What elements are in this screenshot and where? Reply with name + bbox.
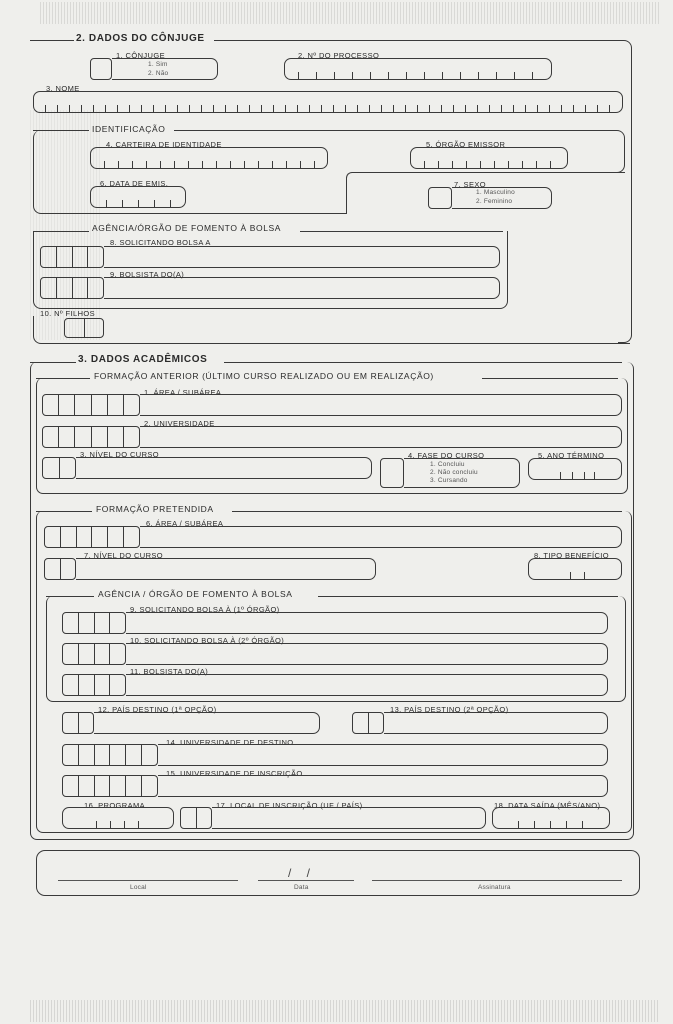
- sexo-field[interactable]: [428, 187, 452, 209]
- pais1-label: 12. PAÍS DESTINO (1ª OPÇÃO): [98, 705, 217, 714]
- data-emis-ticks: [90, 194, 186, 208]
- programa-ticks: [96, 815, 140, 829]
- section-academicos-title: 3. DADOS ACADÊMICOS: [78, 354, 208, 365]
- univ-destino-code[interactable]: [62, 744, 158, 766]
- tipo-beneficio-ticks: [570, 566, 584, 580]
- conjuge-label: 1. CÔNJUGE: [116, 51, 166, 60]
- ano-termino-label: 5. ANO TÉRMINO: [538, 451, 605, 460]
- local-caption: Local: [130, 884, 147, 891]
- tipo-beneficio-label: 8. TIPO BENEFÍCIO: [534, 551, 610, 560]
- data-emis-label: 6. DATA DE EMIS.: [100, 179, 169, 188]
- fase-label: 4. FASE DO CURSO: [408, 451, 485, 460]
- nivel-code[interactable]: [42, 457, 76, 479]
- sexo-opt-feminino: 2. Feminino: [476, 198, 513, 205]
- pais2-field[interactable]: [384, 712, 608, 734]
- scan-artifact-top: [40, 2, 660, 24]
- agencia-label: AGÊNCIA/ÓRGÃO DE FOMENTO À BOLSA: [92, 223, 282, 233]
- conjuge-opt-nao: 2. Não: [148, 70, 169, 77]
- section-title: 2. DADOS DO CÔNJUGE: [76, 33, 205, 44]
- solic1-code[interactable]: [62, 612, 126, 634]
- univ-inscricao-code[interactable]: [62, 775, 158, 797]
- univ-destino-label: 14. UNIVERSIDADE DE DESTINO: [166, 738, 294, 747]
- fase-opt-concluiu: 1. Concluiu: [430, 461, 465, 468]
- processo-ticks: [284, 66, 552, 80]
- solic2-code[interactable]: [62, 643, 126, 665]
- area-label: 1. ÁREA / SUBÁREA: [144, 388, 222, 397]
- formacao-pretendida-label: FORMAÇÃO PRETENDIDA: [96, 504, 214, 514]
- area-pret-label: 6. ÁREA / SUBÁREA: [146, 519, 224, 528]
- filhos-field[interactable]: [64, 318, 104, 338]
- assinatura-line[interactable]: [372, 880, 622, 881]
- local-inscricao-label: 17. LOCAL DE INSCRIÇÃO (UF / PAÍS): [216, 801, 363, 810]
- filhos-label: 10. Nº FILHOS: [40, 309, 96, 318]
- local-line[interactable]: [58, 880, 238, 881]
- agencia-pret-label: AGÊNCIA / ÓRGÃO DE FOMENTO À BOLSA: [98, 589, 293, 599]
- area-pret-code[interactable]: [44, 526, 140, 548]
- data-saida-ticks: [518, 815, 582, 829]
- conjuge-opt-sim: 1. Sim: [148, 61, 168, 68]
- local-inscricao-code[interactable]: [180, 807, 212, 829]
- fase-field[interactable]: [380, 458, 404, 488]
- solic1-label: 9. SOLICITANDO BOLSA À (1º ÓRGÃO): [130, 605, 280, 614]
- bolsista-pret-label: 11. BOLSISTA DO(A): [130, 667, 209, 676]
- nome-ticks: [33, 99, 623, 113]
- solic2-field[interactable]: [126, 643, 608, 665]
- data-line[interactable]: [258, 880, 354, 881]
- universidade-code[interactable]: [42, 426, 140, 448]
- universidade-label: 2. UNIVERSIDADE: [144, 419, 215, 428]
- bolsista-field[interactable]: [104, 277, 500, 299]
- bolsista-pret-code[interactable]: [62, 674, 126, 696]
- fase-opt-nao-concluiu: 2. Não concluiu: [430, 469, 478, 476]
- bolsista-code[interactable]: [40, 277, 104, 299]
- conjuge-field[interactable]: [90, 58, 112, 80]
- fase-opt-cursando: 3. Cursando: [430, 477, 468, 484]
- local-inscricao-field[interactable]: [212, 807, 486, 829]
- solicitando-code[interactable]: [40, 246, 104, 268]
- carteira-ticks: [90, 155, 328, 169]
- ano-termino-ticks: [560, 466, 594, 480]
- pais1-code[interactable]: [62, 712, 94, 734]
- formacao-anterior-label: FORMAÇÃO ANTERIOR (ÚLTIMO CURSO REALIZADO OU EM REALIZAÇÃO): [94, 371, 434, 381]
- data-caption: Data: [294, 884, 309, 891]
- univ-inscricao-field[interactable]: [158, 775, 608, 797]
- carteira-label: 4. CARTEIRA DE IDENTIDADE: [106, 140, 222, 149]
- bolsista-label: 9. BOLSISTA DO(A): [110, 270, 185, 279]
- univ-destino-field[interactable]: [158, 744, 608, 766]
- area-code[interactable]: [42, 394, 140, 416]
- signature-block: [36, 850, 640, 896]
- solicitando-label: 8. SOLICITANDO BOLSA A: [110, 238, 211, 247]
- univ-inscricao-label: 15. UNIVERSIDADE DE INSCRIÇÃO: [166, 769, 303, 778]
- area-field[interactable]: [140, 394, 622, 416]
- area-pret-field[interactable]: [140, 526, 622, 548]
- identificacao-label: IDENTIFICAÇÃO: [92, 124, 166, 134]
- orgao-emissor-ticks: [410, 155, 568, 169]
- programa-label: 16. PROGRAMA: [84, 801, 146, 810]
- sexo-opt-masculino: 1. Masculino: [476, 189, 515, 196]
- data-saida-label: 18. DATA SAÍDA (MÊS/ANO): [494, 801, 601, 810]
- solic1-field[interactable]: [126, 612, 608, 634]
- nivel-pret-label: 7. NÍVEL DO CURSO: [84, 551, 164, 560]
- pais2-code[interactable]: [352, 712, 384, 734]
- processo-label: 2. Nº DO PROCESSO: [298, 51, 380, 60]
- nivel-label: 3. NÍVEL DO CURSO: [80, 450, 160, 459]
- solic2-label: 10. SOLICITANDO BOLSA À (2º ÓRGÃO): [130, 636, 285, 645]
- sexo-label: 7. SEXO: [454, 180, 486, 189]
- universidade-field[interactable]: [140, 426, 622, 448]
- nivel-pret-field[interactable]: [76, 558, 376, 580]
- bolsista-pret-field[interactable]: [126, 674, 608, 696]
- pais1-field[interactable]: [94, 712, 320, 734]
- orgao-emissor-label: 5. ÓRGÃO EMISSOR: [426, 140, 506, 149]
- nivel-field[interactable]: [76, 457, 372, 479]
- data-slashes: / /: [288, 866, 311, 880]
- assinatura-caption: Assinatura: [478, 884, 511, 891]
- pais2-label: 13. PAÍS DESTINO (2ª OPÇÃO): [390, 705, 509, 714]
- solicitando-field[interactable]: [104, 246, 500, 268]
- nome-label: 3. NOME: [46, 84, 80, 93]
- nivel-pret-code[interactable]: [44, 558, 76, 580]
- scan-artifact-bottom: [30, 1000, 660, 1022]
